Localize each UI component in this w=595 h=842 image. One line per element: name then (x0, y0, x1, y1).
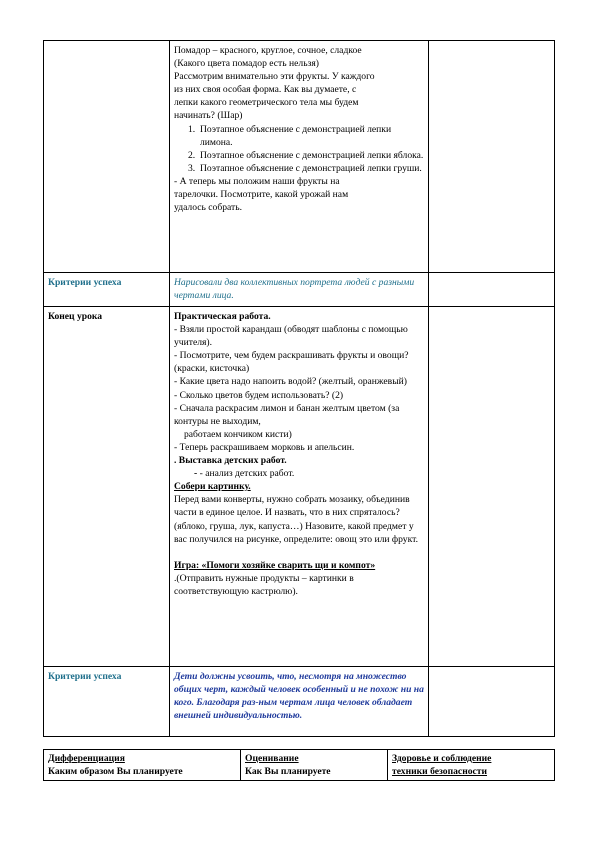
list-item-text: Поэтапное объяснение с демонстрацией лепки груши. (200, 162, 422, 174)
criteria-label: Критерии успеха (48, 277, 122, 288)
analysis-text: - анализ детских работ. (199, 468, 295, 480)
criteria2-text: Дети должны усвоить, что, несмотря на множество общих черт, каждый человек особенный и не похож ни на кого. Благодаря раз-ным чертам лица человек обладает внешней индивидуальностью. (174, 671, 424, 722)
health-safety-cell (388, 750, 555, 781)
practical-heading: Практическая работа. (174, 311, 271, 322)
table-row (44, 273, 555, 307)
exhibit-heading: . Выставка детских работ. (174, 455, 287, 467)
text-line: тарелочки. Посмотрите, какой урожай нам (174, 189, 349, 201)
assessment-subtitle: Как Вы планируете (245, 766, 331, 778)
criteria-text: Нарисовали два коллективных портрета людей с разными чертами лица. (174, 277, 415, 302)
assessment-cell (241, 750, 388, 781)
list-item-text: Поэтапное объяснение с демонстрацией лепки яблока. (200, 149, 424, 161)
list-item (174, 162, 424, 175)
criteria-content-cell (170, 273, 429, 307)
criteria2-label-cell (44, 667, 170, 737)
end-notes-cell (429, 307, 555, 667)
criteria-label-cell (44, 273, 170, 307)
list-number: 1. (188, 123, 196, 135)
list-item (174, 149, 424, 162)
assessment-title: Оценивание (245, 753, 299, 764)
text-line: - Взяли простой карандаш (обводят шаблоны с помощью учителя). (174, 324, 408, 349)
collect-heading: Собери картинку. (174, 481, 251, 493)
text-line: начинать? (Шар) (174, 110, 243, 122)
end-label-cell (44, 307, 170, 667)
table-row (44, 750, 555, 781)
row1-label-cell (44, 41, 170, 273)
end-of-lesson-label: Конец урока (48, 311, 103, 322)
text-line: из них своя особая форма. Как вы думаете, с (174, 84, 357, 96)
text-line: - Сколько цветов будем использовать? (2) (174, 389, 344, 401)
text-line: Помадор – красного, круглое, сочное, сладкое (174, 45, 362, 56)
differentiation-cell (44, 750, 241, 781)
text-line: удалось собрать. (174, 202, 242, 214)
planning-footer-table (43, 749, 555, 781)
criteria2-content-cell (170, 667, 429, 737)
lesson-plan-table (43, 40, 555, 737)
game-heading: Игра: «Помоги хозяйке сварить щи и компот» (174, 559, 376, 571)
list-number: 3. (188, 162, 196, 174)
table-row (44, 41, 555, 273)
criteria2-notes-cell (429, 667, 555, 737)
health-safety-subtitle: техники безопасности (392, 766, 488, 778)
game-text: .(Отправить нужные продукты – картинки в соответствующую кастрюлю). (174, 572, 354, 597)
differentiation-title: Дифференциация (48, 753, 125, 764)
health-safety-title: Здоровье и соблюдение (392, 753, 492, 764)
collect-text: Перед вами конверты, нужно собрать мозаику, объединив части в единое целое. И назвать, что в них спряталось? (яблоко, груша, лук, капуста…) Назовите, какой предмет у вас получился на рисунке, определите: овощ это или фрукт. (174, 494, 418, 545)
text-line: (Какого цвета помадор есть нельзя) (174, 58, 319, 70)
text-line: - Посмотрите, чем будем раскрашивать фрукты и овощи? (краски, кисточка) (174, 350, 409, 375)
text-line: - Теперь раскрашиваем морковь и апельсин. (174, 441, 355, 453)
text-line: - А теперь мы положим наши фрукты на (174, 175, 340, 187)
table-row (44, 667, 555, 737)
text-line: Рассмотрим внимательно эти фрукты. У каждого (174, 71, 375, 83)
table-row (44, 307, 555, 667)
row1-content-cell (170, 41, 429, 273)
text-line: - Сначала раскрасим лимон и банан желтым цветом (за контуры не выходим, (174, 402, 400, 427)
list-item-text: Поэтапное объяснение с демонстрацией лепки лимона. (200, 123, 392, 148)
criteria-notes-cell (429, 273, 555, 307)
list-number: 2. (188, 149, 196, 161)
row1-notes-cell (429, 41, 555, 273)
analysis-line: - - анализ детских работ. (194, 468, 295, 480)
criteria2-label: Критерии успеха (48, 671, 122, 682)
spacer (174, 546, 424, 559)
list-item (174, 123, 424, 149)
differentiation-subtitle: Каким образом Вы планируете (48, 766, 183, 778)
text-line: работаем кончиком кисти) (184, 428, 292, 440)
end-content-cell (170, 307, 429, 667)
text-line: лепки какого геометрического тела мы будем (174, 97, 359, 109)
text-line: - Какие цвета надо напоить водой? (желтый, оранжевый) (174, 376, 407, 388)
